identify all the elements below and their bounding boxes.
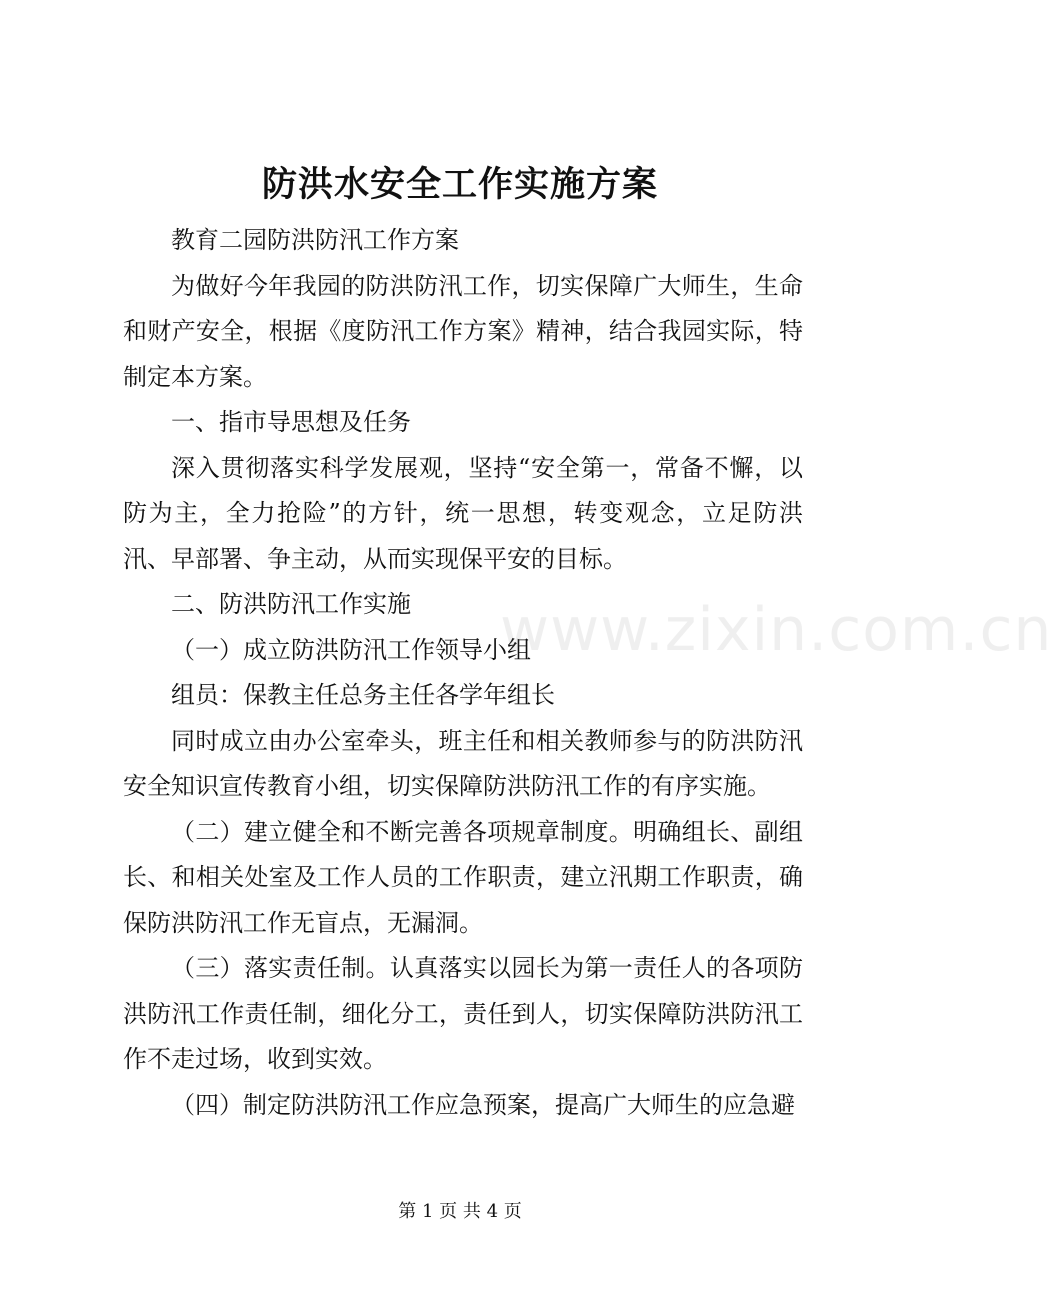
- paragraph-emergency-plan: （四）制定防洪防汛工作应急预案，提高广大师生的应急避: [171, 1090, 795, 1119]
- watermark: www.zixin.com.cn: [500, 595, 1052, 665]
- paragraph-rules: （二）建立健全和不断完善各项规章制度。明确组长、副组长、和相关处室及工作人员的工作职责，建立汛期工作职责，确保防洪防汛工作无盲点，无漏洞。: [123, 817, 803, 937]
- paragraph-members: 组员：保教主任总务主任各学年组长: [171, 681, 555, 709]
- section-heading-2: 二、防洪防汛工作实施: [171, 590, 411, 618]
- paragraph-education-group: 同时成立由办公室牵头，班主任和相关教师参与的防洪防汛安全知识宣传教育小组，切实保障防洪防汛工作的有序实施。: [123, 726, 803, 800]
- document-body: [123, 218, 803, 1128]
- page-footer: 第 1 页 共 4 页: [398, 1201, 522, 1222]
- document-title: 防洪水安全工作实施方案: [261, 164, 658, 205]
- paragraph-subtitle: 教育二园防洪防汛工作方案: [171, 226, 459, 254]
- paragraph-guideline: 深入贯彻落实科学发展观，坚持“安全第一，常备不懈，以防为主，全力抢险”的方针，统一思想，转变观念，立足防洪汛、早部署、争主动，从而实现保平安的目标。: [123, 453, 803, 573]
- paragraph-intro: 为做好今年我园的防洪防汛工作，切实保障广大师生，生命和财产安全，根据《度防汛工作方案》精神，结合我园实际，特制定本方案。: [123, 271, 803, 391]
- section-heading-1: 一、指市导思想及任务: [171, 408, 411, 436]
- paragraph-responsibility: （三）落实责任制。认真落实以园长为第一责任人的各项防洪防汛工作责任制，细化分工，责任到人，切实保障防洪防汛工作不走过场，收到实效。: [123, 954, 803, 1073]
- subsection-heading-1: （一）成立防洪防汛工作领导小组: [171, 635, 531, 664]
